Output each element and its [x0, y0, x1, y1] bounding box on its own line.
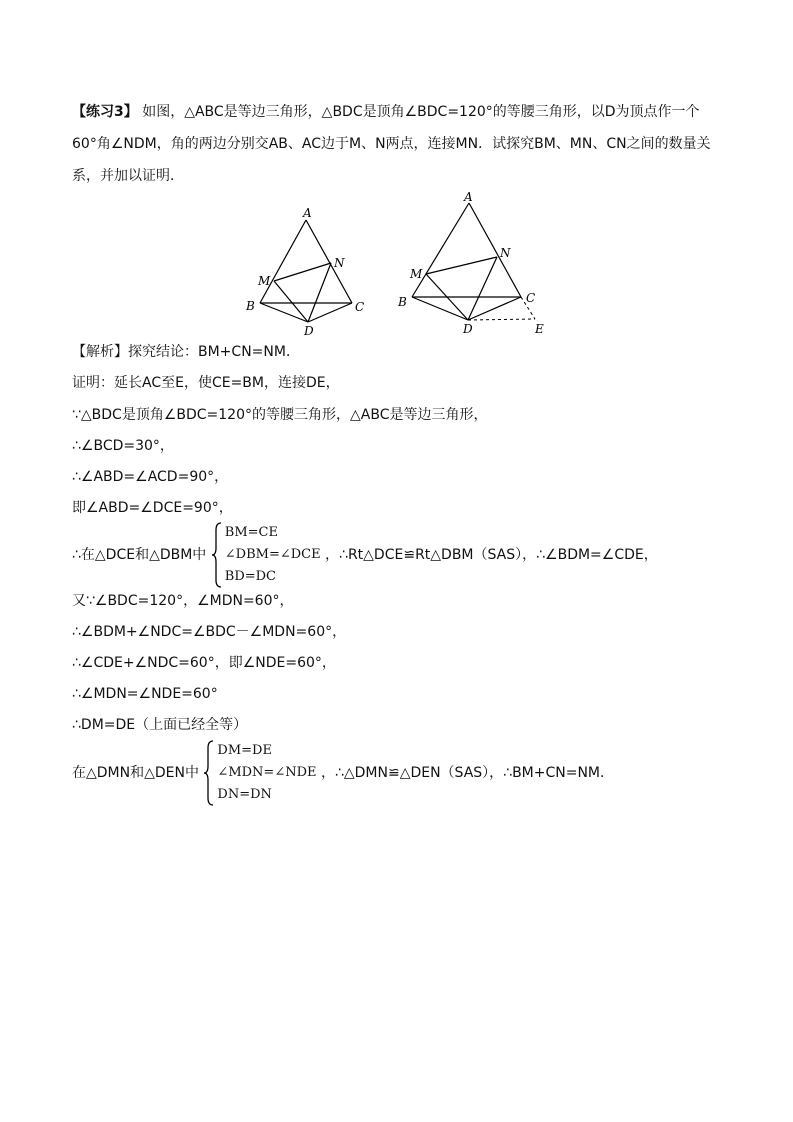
fig2-label-a: A — [464, 190, 473, 204]
figure-1 — [240, 203, 370, 338]
congruence-line-2 — [72, 740, 614, 806]
solution-line: ∴∠BDM+∠NDC=∠BDC－∠MDN=60°， — [72, 624, 347, 640]
condition-system-2 — [203, 740, 316, 806]
condition-item: ∠DBM=∠DCE — [224, 547, 321, 562]
condition-item: DN=DN — [217, 787, 272, 802]
solution-line: ∴∠MDN=∠NDE=60° — [72, 686, 218, 702]
condition-system-1 — [211, 522, 321, 588]
fig2-label-b: B — [398, 295, 407, 309]
fig2-label-n: N — [500, 246, 511, 260]
condition-item: BD=DC — [224, 569, 277, 584]
problem-text: 如图，△ABC是等边三角形，△BDC是顶角∠BDC=120°的等腰三角形，以D为顶点作一个60°角∠NDM，角的两边分别交AB、AC边于M、N两点，连接MN．试探究BM、MN、CN之间的数量关系，并加以证明． — [72, 104, 711, 184]
congruence-2-result: ，∴△DMN≌△DEN（SAS），∴BM+CN=NM． — [320, 765, 615, 781]
solution-line: 即∠ABD=∠DCE=90°， — [72, 500, 233, 516]
solution-line: ∴∠ABD=∠ACD=90°， — [72, 469, 229, 485]
congruence-1-intro: ∴在△DCE和△DBM中 — [72, 547, 207, 563]
fig2-label-e: E — [535, 322, 544, 336]
left-brace-icon — [203, 740, 215, 806]
problem-paragraph — [72, 96, 722, 192]
solution-line: ∵△BDC是顶角∠BDC=120°的等腰三角形，△ABC是等边三角形， — [72, 407, 488, 423]
fig1-label-m: M — [258, 274, 271, 288]
solution-line: ∴∠BCD=30°， — [72, 438, 174, 454]
figure-2 — [390, 185, 560, 340]
congruence-line-1 — [72, 522, 658, 588]
left-brace-icon — [211, 522, 223, 588]
congruence-1-result: ，∴Rt△DCE≌Rt△DBM（SAS），∴∠BDM=∠CDE， — [325, 547, 658, 563]
solution-line: 又∵∠BDC=120°，∠MDN=60°， — [72, 593, 294, 609]
condition-item: ∠MDN=∠NDE — [217, 765, 317, 780]
fig1-label-a: A — [303, 206, 312, 220]
congruence-2-intro: 在△DMN和△DEN中 — [72, 765, 199, 781]
fig2-label-m: M — [410, 267, 423, 281]
fig1-label-d: D — [304, 324, 314, 338]
fig1-label-c: C — [355, 300, 365, 314]
condition-item: DM=DE — [217, 743, 272, 758]
solution-line: 证明：延长AC至E，使CE=BM，连接DE， — [72, 375, 340, 391]
fig2-label-c: C — [526, 291, 536, 305]
solution-conclusion: 【解析】探究结论：BM+CN=NM． — [72, 344, 300, 360]
solution-line: ∴DM=DE（上面已经全等） — [72, 717, 248, 733]
fig1-label-b: B — [246, 299, 255, 313]
solution-line: ∴∠CDE+∠NDC=60°，即∠NDE=60°， — [72, 655, 336, 671]
fig1-label-n: N — [334, 256, 345, 270]
exercise-tag: 【练习3】 — [72, 104, 138, 120]
fig2-label-d: D — [463, 322, 473, 336]
condition-item: BM=CE — [224, 525, 278, 540]
